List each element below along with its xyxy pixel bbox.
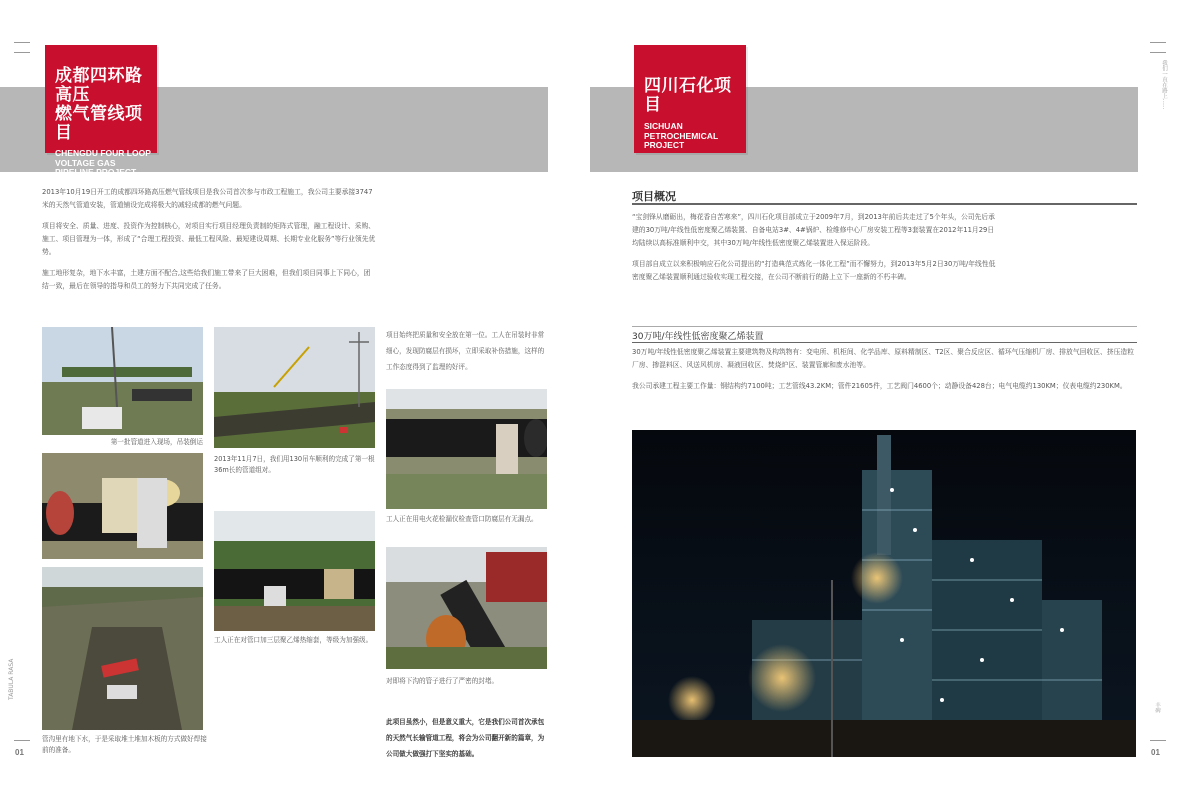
caption-2: 2013年11月7日，我们用130吊车顺利的完成了第一根36m长的管道组对。 — [214, 455, 375, 474]
left-title-en — [55, 149, 157, 178]
photo-welding — [42, 453, 203, 559]
right-title-zh: 四川石化项目 — [644, 76, 732, 115]
left-intro-text — [42, 186, 376, 301]
right-page-number: 01 — [1151, 748, 1160, 757]
left-bottom-mark — [14, 740, 30, 741]
caption-1: 第一批管道进入现场，吊装倒运 — [110, 438, 203, 446]
photo-coating — [214, 511, 375, 631]
right-side-text-2: 丰碑 — [1154, 702, 1160, 713]
right-title-en-1: SICHUAN — [644, 121, 683, 131]
photo-pipe-delivery — [42, 327, 203, 435]
sub-text — [632, 346, 1137, 401]
right-title-en-2: PETROCHEMICAL — [644, 130, 719, 141]
sub-paragraph-1: 30万吨/年线性低密度聚乙烯装置主要建筑物及构筑物有：变电所、机柜间、化学品库、原料精制区、T2区、聚合反应区、循环气压缩机厂房、排放气回收区、挤压造粒厂房、掺混料区、风送风机房、凝液回收区、焚烧炉区、装置管廊和废水池等。 — [632, 348, 1134, 369]
left-top-mark-2 — [14, 52, 30, 53]
caption-4: 工人正在用电火花检漏仪检查管口防腐层有无漏点。 — [386, 515, 538, 523]
right-title-en — [644, 122, 746, 151]
left-title-zh-1: 成都四环路高压 — [55, 66, 143, 105]
photo-petrochemical-night — [632, 430, 1136, 757]
left-side-text: TABULA RASA — [8, 658, 15, 700]
left-title-en-2: VOLTAGE GAS — [55, 157, 116, 168]
left-top-mark — [14, 42, 30, 43]
photo-pipe-seal — [386, 547, 547, 669]
sub-paragraph-2: 我公司承建工程主要工作量：钢结构约7100吨；工艺管线43.2KM；管件21605件，工艺阀门4600个；动静设备428台；电气电缆约130KM；仪表电缆约230KM。 — [632, 382, 1127, 390]
left-paragraph-2: 项目将安全、质量、进度、投资作为控制核心，对项目实行项目经理负责制的矩阵式管理，融工程设计、采购、施工、项目管理为一体，形成了“合理工程投资、最低工程风险、最短建设周期、长期专业化服务”等行业领先优势。 — [42, 222, 376, 256]
sub-rule — [632, 342, 1137, 343]
photo-crane-field — [214, 327, 375, 448]
right-side-text: 我们一直在路上…… — [1161, 60, 1167, 110]
sub-top-rule — [632, 326, 1137, 327]
left-paragraph-1: 2013年10月19日开工的成都四环路高压燃气管线项目是我公司首次参与市政工程施工，我公司主要承接3747米的天然气管道安装，管道铺设完成将极大的减轻成都的燃气问题。 — [42, 188, 373, 209]
left-closing-text: 此项目虽然小，但是意义重大，它是我们公司首次承包的天然气长输管道工程，将会为公司翻开新的篇章，为公司做大做强打下坚实的基础。 — [386, 718, 545, 758]
left-title-box — [45, 45, 157, 177]
overview-paragraph-1: “宝剑锋从磨砺出，梅花香自苦寒来”，四川石化项目部成立于2009年7月，到2013年前后共走过了5个年头，公司先后承建的30万吨/年线性低密度聚乙烯装置、自备电站3#、4#锅炉、检维修中心厂房安装工程等3套装置在2012年11月29日均陆续以高标准顺利中交，其中30万吨/年线性低密度聚乙烯装置进入保运阶段。 — [632, 213, 995, 247]
photo-trench — [42, 567, 203, 730]
overview-rule — [632, 203, 1137, 205]
right-bottom-mark — [1150, 740, 1166, 741]
right-title-en-3: PROJECT — [644, 140, 685, 150]
caption-6: 管沟里有地下水，于是采取堆土堆加木板的方式做好焊接前的准备。 — [42, 735, 207, 754]
left-title-zh-2: 燃气管线项目 — [55, 104, 143, 143]
overview-heading: 项目概况 — [632, 190, 676, 203]
left-paragraph-3: 施工地形复杂，地下水丰富，土建方面不配合,这些给我们施工带来了巨大困难，但我们项目同事上下同心，团结一致，最后在领导的指导和员工的努力下共同完成了任务。 — [42, 269, 371, 290]
sub-heading: 30万吨/年线性低密度聚乙烯装置 — [632, 332, 764, 342]
caption-3: 项目始终把质量和安全放在第一位。工人在吊装时非常细心，发现防腐层有损坏，立即采取补伤措施，这样的工作态度得到了监理的好评。 — [386, 331, 545, 371]
left-page-number: 01 — [15, 748, 24, 757]
caption-7: 对即将下沟的管子进行了严密的封堵。 — [386, 677, 499, 685]
overview-text — [632, 211, 997, 292]
photo-inspection — [386, 389, 547, 509]
caption-5: 工人正在对管口加三层聚乙烯热缩套，等级为加强级。 — [214, 636, 373, 644]
overview-paragraph-2: 项目部自成立以来积极响应石化公司提出的“打造典范式炼化一体化工程”而不懈努力，到2013年5月2日30万吨/年线性低密度聚乙烯装置顺利通过验收实现工程交接，在公司不断前行的路上立下一座新的不朽丰碑。 — [632, 260, 996, 281]
left-title-en-1: CHENGDU FOUR LOOP — [55, 148, 151, 158]
right-top-mark — [1150, 42, 1166, 43]
right-title-box — [634, 45, 746, 153]
left-title-en-3: PIPELINE PROJECT — [55, 167, 137, 177]
right-top-mark-2 — [1150, 52, 1166, 53]
